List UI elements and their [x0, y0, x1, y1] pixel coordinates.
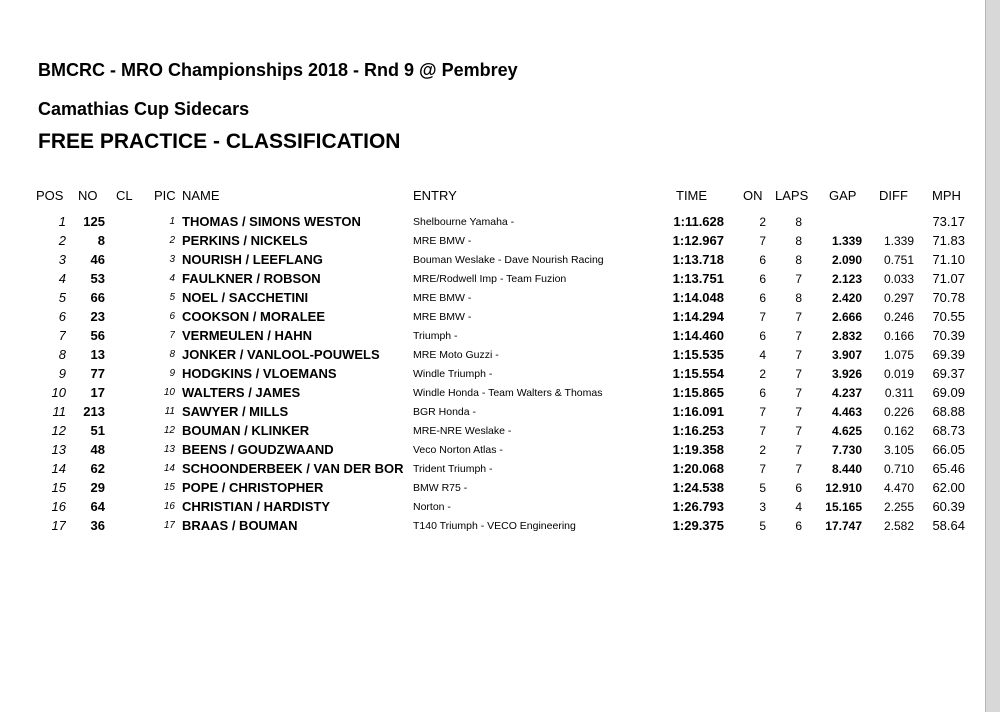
number-cell: 13 — [90, 347, 105, 362]
class-position-cell: 16 — [163, 501, 175, 512]
gap-cell: 2.123 — [831, 272, 862, 286]
on-lap-cell: 7 — [759, 462, 766, 476]
laps-cell: 7 — [795, 424, 802, 438]
lap-time-cell: 1:19.358 — [672, 442, 724, 457]
speed-cell: 68.88 — [932, 404, 965, 419]
diff-cell: 1.339 — [883, 234, 914, 248]
diff-cell: 1.075 — [883, 348, 914, 362]
col-diff: DIFF — [879, 188, 908, 203]
entry-cell: Trident Triumph - — [413, 463, 493, 475]
gap-cell: 4.463 — [831, 405, 862, 419]
position-cell: 4 — [58, 271, 66, 286]
lap-time-cell: 1:14.460 — [672, 328, 724, 343]
rider-names-cell: BEENS / GOUDZWAAND — [182, 442, 334, 457]
class-position-cell: 14 — [163, 463, 175, 474]
laps-cell: 7 — [795, 348, 802, 362]
laps-cell: 4 — [795, 500, 802, 514]
entry-cell: Veco Norton Atlas - — [413, 444, 503, 456]
number-cell: 23 — [90, 309, 105, 324]
laps-cell: 7 — [795, 386, 802, 400]
gap-cell: 15.165 — [825, 500, 862, 514]
rider-names-cell: BOUMAN / KLINKER — [182, 423, 310, 438]
col-pic: PIC — [154, 188, 176, 203]
session-title: FREE PRACTICE - CLASSIFICATION — [38, 130, 401, 153]
lap-time-cell: 1:24.538 — [672, 480, 724, 495]
entry-cell: Shelbourne Yamaha - — [413, 216, 515, 228]
lap-time-cell: 1:29.375 — [672, 518, 724, 533]
speed-cell: 70.78 — [932, 290, 965, 305]
position-cell: 3 — [58, 252, 66, 267]
gap-cell: 2.420 — [831, 291, 862, 305]
speed-cell: 69.09 — [932, 385, 965, 400]
position-cell: 15 — [51, 480, 66, 495]
col-laps: LAPS — [775, 188, 809, 203]
number-cell: 56 — [90, 328, 105, 343]
on-lap-cell: 2 — [759, 367, 766, 381]
lap-time-cell: 1:15.865 — [672, 385, 724, 400]
rider-names-cell: SAWYER / MILLS — [182, 404, 289, 419]
lap-time-cell: 1:26.793 — [672, 499, 724, 514]
on-lap-cell: 6 — [759, 386, 766, 400]
col-on: ON — [743, 188, 763, 203]
lap-time-cell: 1:16.091 — [672, 404, 724, 419]
lap-time-cell: 1:20.068 — [672, 461, 724, 476]
gap-cell: 7.730 — [831, 443, 862, 457]
gap-cell: 8.440 — [831, 462, 862, 476]
position-cell: 7 — [58, 328, 66, 343]
number-cell: 46 — [90, 252, 105, 267]
table-row — [0, 497, 985, 516]
number-cell: 17 — [90, 385, 105, 400]
gap-cell: 2.666 — [831, 310, 862, 324]
table-row — [0, 326, 985, 345]
col-gap: GAP — [829, 188, 857, 203]
speed-cell: 71.83 — [932, 233, 965, 248]
gap-cell: 4.237 — [831, 386, 862, 400]
diff-cell: 0.166 — [883, 329, 914, 343]
entry-cell: MRE/Rodwell Imp - Team Fuzion — [413, 273, 567, 285]
rider-names-cell: POPE / CHRISTOPHER — [182, 480, 324, 495]
on-lap-cell: 3 — [759, 500, 766, 514]
gap-cell: 1.339 — [831, 234, 862, 248]
table-row — [0, 402, 985, 421]
class-position-cell: 7 — [169, 330, 175, 341]
class-position-cell: 1 — [169, 216, 175, 227]
on-lap-cell: 6 — [759, 272, 766, 286]
laps-cell: 8 — [795, 253, 802, 267]
rider-names-cell: NOEL / SACCHETINI — [182, 290, 309, 305]
rider-names-cell: CHRISTIAN / HARDISTY — [182, 499, 331, 514]
entry-cell: MRE Moto Guzzi - — [413, 349, 499, 361]
table-row — [0, 364, 985, 383]
diff-cell: 4.470 — [883, 481, 914, 495]
gap-cell: 3.926 — [831, 367, 862, 381]
gap-cell: 2.090 — [831, 253, 862, 267]
on-lap-cell: 7 — [759, 405, 766, 419]
lap-time-cell: 1:14.294 — [672, 309, 724, 324]
number-cell: 64 — [90, 499, 105, 514]
speed-cell: 65.46 — [932, 461, 965, 476]
rider-names-cell: BRAAS / BOUMAN — [182, 518, 298, 533]
col-name: NAME — [182, 188, 220, 203]
class-position-cell: 10 — [163, 387, 175, 398]
on-lap-cell: 5 — [759, 519, 766, 533]
number-cell: 51 — [90, 423, 105, 438]
speed-cell: 66.05 — [932, 442, 965, 457]
entry-cell: BGR Honda - — [413, 406, 477, 418]
laps-cell: 6 — [795, 481, 802, 495]
position-cell: 8 — [58, 347, 66, 362]
entry-cell: MRE BMW - — [413, 292, 472, 304]
number-cell: 36 — [90, 518, 105, 533]
number-cell: 62 — [90, 461, 105, 476]
speed-cell: 69.37 — [932, 366, 965, 381]
on-lap-cell: 7 — [759, 424, 766, 438]
table-row — [0, 250, 985, 269]
gap-cell: 17.747 — [825, 519, 862, 533]
table-row — [0, 516, 985, 535]
class-position-cell: 4 — [169, 273, 175, 284]
on-lap-cell: 4 — [759, 348, 766, 362]
class-position-cell: 8 — [169, 349, 175, 360]
number-cell: 213 — [83, 404, 105, 419]
rider-names-cell: WALTERS / JAMES — [182, 385, 301, 400]
table-row — [0, 269, 985, 288]
laps-cell: 7 — [795, 443, 802, 457]
laps-cell: 8 — [795, 215, 802, 229]
speed-cell: 73.17 — [932, 214, 965, 229]
window-scrollbar[interactable] — [985, 0, 1000, 712]
position-cell: 14 — [51, 461, 66, 476]
on-lap-cell: 2 — [759, 215, 766, 229]
rider-names-cell: COOKSON / MORALEE — [182, 309, 326, 324]
laps-cell: 7 — [795, 310, 802, 324]
position-cell: 17 — [51, 518, 66, 533]
diff-cell: 0.311 — [884, 386, 914, 400]
lap-time-cell: 1:15.535 — [672, 347, 724, 362]
class-position-cell: 11 — [164, 406, 175, 417]
event-title: BMCRC - MRO Championships 2018 - Rnd 9 @ Pembrey — [38, 60, 518, 80]
position-cell: 9 — [58, 366, 66, 381]
position-cell: 1 — [58, 214, 66, 229]
entry-cell: Triumph - — [413, 330, 458, 342]
rider-names-cell: JONKER / VANLOOL-POUWELS — [182, 347, 380, 362]
entry-cell: Bouman Weslake - Dave Nourish Racing — [413, 254, 604, 266]
number-cell: 48 — [90, 442, 105, 457]
diff-cell: 0.226 — [883, 405, 914, 419]
diff-cell: 3.105 — [883, 443, 914, 457]
laps-cell: 7 — [795, 405, 802, 419]
position-cell: 12 — [51, 423, 66, 438]
lap-time-cell: 1:14.048 — [672, 290, 724, 305]
lap-time-cell: 1:16.253 — [672, 423, 724, 438]
on-lap-cell: 2 — [759, 443, 766, 457]
speed-cell: 70.39 — [932, 328, 965, 343]
class-position-cell: 13 — [163, 444, 175, 455]
speed-cell: 70.55 — [932, 309, 965, 324]
number-cell: 66 — [90, 290, 105, 305]
speed-cell: 58.64 — [932, 518, 965, 533]
table-row — [0, 383, 985, 402]
diff-cell: 0.751 — [883, 253, 914, 267]
entry-cell: MRE BMW - — [413, 311, 472, 323]
on-lap-cell: 7 — [759, 310, 766, 324]
class-position-cell: 17 — [163, 520, 175, 531]
on-lap-cell: 6 — [759, 253, 766, 267]
table-row — [0, 459, 985, 478]
on-lap-cell: 7 — [759, 234, 766, 248]
number-cell: 77 — [90, 366, 105, 381]
rider-names-cell: FAULKNER / ROBSON — [182, 271, 321, 286]
col-entry: ENTRY — [413, 188, 457, 203]
table-row — [0, 212, 985, 231]
rider-names-cell: VERMEULEN / HAHN — [182, 328, 313, 343]
class-title: Camathias Cup Sidecars — [38, 99, 250, 119]
entry-cell: MRE BMW - — [413, 235, 472, 247]
table-row — [0, 421, 985, 440]
rider-names-cell: SCHOONDERBEEK / VAN DER BOR — [182, 461, 404, 476]
diff-cell: 2.582 — [883, 519, 914, 533]
gap-cell: 2.832 — [831, 329, 862, 343]
laps-cell: 7 — [795, 329, 802, 343]
speed-cell: 71.07 — [932, 271, 965, 286]
speed-cell: 69.39 — [932, 347, 965, 362]
gap-cell: 4.625 — [831, 424, 862, 438]
number-cell: 29 — [90, 480, 105, 495]
laps-cell: 8 — [795, 234, 802, 248]
position-cell: 5 — [58, 290, 66, 305]
entry-cell: Windle Honda - Team Walters & Thomas — [413, 387, 603, 399]
entry-cell: MRE-NRE Weslake - — [413, 425, 512, 437]
lap-time-cell: 1:13.751 — [672, 271, 724, 286]
class-position-cell: 5 — [169, 292, 175, 303]
speed-cell: 60.39 — [932, 499, 965, 514]
col-time: TIME — [676, 188, 708, 203]
class-position-cell: 2 — [169, 235, 175, 246]
table-row — [0, 307, 985, 326]
rider-names-cell: NOURISH / LEEFLANG — [182, 252, 323, 267]
on-lap-cell: 6 — [759, 291, 766, 305]
col-no: NO — [78, 188, 98, 203]
table-row — [0, 345, 985, 364]
position-cell: 16 — [51, 499, 66, 514]
rider-names-cell: HODGKINS / VLOEMANS — [182, 366, 337, 381]
class-position-cell: 6 — [169, 311, 175, 322]
position-cell: 11 — [52, 404, 66, 419]
entry-cell: BMW R75 - — [413, 482, 468, 494]
lap-time-cell: 1:12.967 — [672, 233, 724, 248]
diff-cell: 2.255 — [883, 500, 914, 514]
diff-cell: 0.162 — [883, 424, 914, 438]
position-cell: 10 — [51, 385, 66, 400]
position-cell: 13 — [51, 442, 66, 457]
entry-cell: Norton - — [413, 501, 451, 513]
on-lap-cell: 5 — [759, 481, 766, 495]
entry-cell: Windle Triumph - — [413, 368, 493, 380]
table-row — [0, 231, 985, 250]
diff-cell: 0.297 — [883, 291, 914, 305]
number-cell: 53 — [90, 271, 105, 286]
diff-cell: 0.033 — [883, 272, 914, 286]
class-position-cell: 9 — [169, 368, 175, 379]
position-cell: 6 — [58, 309, 66, 324]
number-cell: 8 — [97, 233, 105, 248]
col-cl: CL — [116, 188, 133, 203]
laps-cell: 6 — [795, 519, 802, 533]
diff-cell: 0.246 — [883, 310, 914, 324]
lap-time-cell: 1:13.718 — [672, 252, 724, 267]
class-position-cell: 15 — [163, 482, 175, 493]
gap-cell: 3.907 — [831, 348, 862, 362]
lap-time-cell: 1:11.628 — [673, 214, 724, 229]
diff-cell: 0.710 — [883, 462, 914, 476]
diff-cell: 0.019 — [883, 367, 914, 381]
lap-time-cell: 1:15.554 — [672, 366, 724, 381]
speed-cell: 68.73 — [932, 423, 965, 438]
on-lap-cell: 6 — [759, 329, 766, 343]
col-pos: POS — [36, 188, 64, 203]
entry-cell: T140 Triumph - VECO Engineering — [413, 520, 576, 532]
laps-cell: 8 — [795, 291, 802, 305]
number-cell: 125 — [83, 214, 105, 229]
speed-cell: 62.00 — [932, 480, 965, 495]
rider-names-cell: PERKINS / NICKELS — [182, 233, 308, 248]
class-position-cell: 12 — [163, 425, 175, 436]
laps-cell: 7 — [795, 367, 802, 381]
laps-cell: 7 — [795, 272, 802, 286]
class-position-cell: 3 — [169, 254, 175, 265]
position-cell: 2 — [58, 233, 66, 248]
table-row — [0, 288, 985, 307]
col-mph: MPH — [932, 188, 961, 203]
gap-cell: 12.910 — [825, 481, 862, 495]
table-row — [0, 478, 985, 497]
table-row — [0, 440, 985, 459]
rider-names-cell: THOMAS / SIMONS WESTON — [182, 214, 361, 229]
speed-cell: 71.10 — [932, 252, 965, 267]
laps-cell: 7 — [795, 462, 802, 476]
